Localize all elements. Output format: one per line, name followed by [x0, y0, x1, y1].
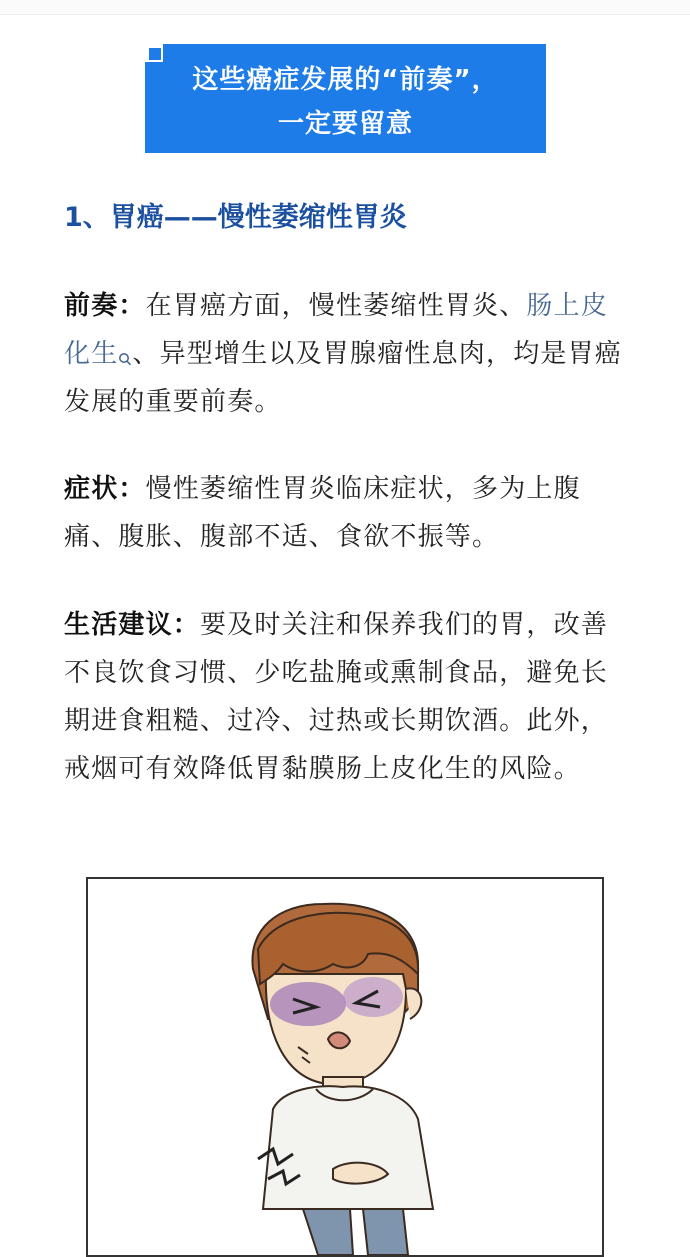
banner-line-1: 这些癌症发展的“前奏”，	[192, 65, 499, 95]
search-icon[interactable]	[118, 336, 132, 352]
symptoms-text: 慢性萎缩性胃炎临床症状，多为上腹痛、腹胀、腹部不适、食欲不振等。	[64, 474, 581, 552]
top-divider	[0, 0, 690, 15]
section-banner	[145, 44, 546, 153]
prelude-text-before: 在胃癌方面，慢性萎缩性胃炎、	[145, 291, 527, 321]
cartoon-person-image	[88, 879, 602, 1255]
corner-decoration	[145, 44, 165, 64]
prelude-paragraph	[64, 282, 630, 426]
symptoms-label: 症状：	[64, 474, 146, 504]
advice-text: 要及时关注和保养我们的胃，改善不良饮食习惯、少吃盐腌或熏制食品，避免长期进食粗糙、过冷、过热或长期饮酒。此外，戒烟可有效降低胃黏膜肠上皮化生的风险。	[64, 610, 609, 784]
symptoms-paragraph	[64, 465, 630, 561]
banner-line-2: 一定要留意	[277, 109, 413, 139]
intestinal-metaplasia-link[interactable]: 肠上皮化生	[64, 291, 609, 369]
stomach-ache-illustration	[86, 877, 604, 1257]
section-title: 1、胃癌——慢性萎缩性胃炎	[64, 202, 407, 233]
advice-label: 生活建议：	[64, 610, 201, 640]
prelude-label: 前奏：	[64, 291, 146, 321]
prelude-text-after: 、异型增生以及胃腺瘤性息肉，均是胃癌发展的重要前奏。	[64, 339, 623, 417]
advice-paragraph	[64, 601, 630, 793]
